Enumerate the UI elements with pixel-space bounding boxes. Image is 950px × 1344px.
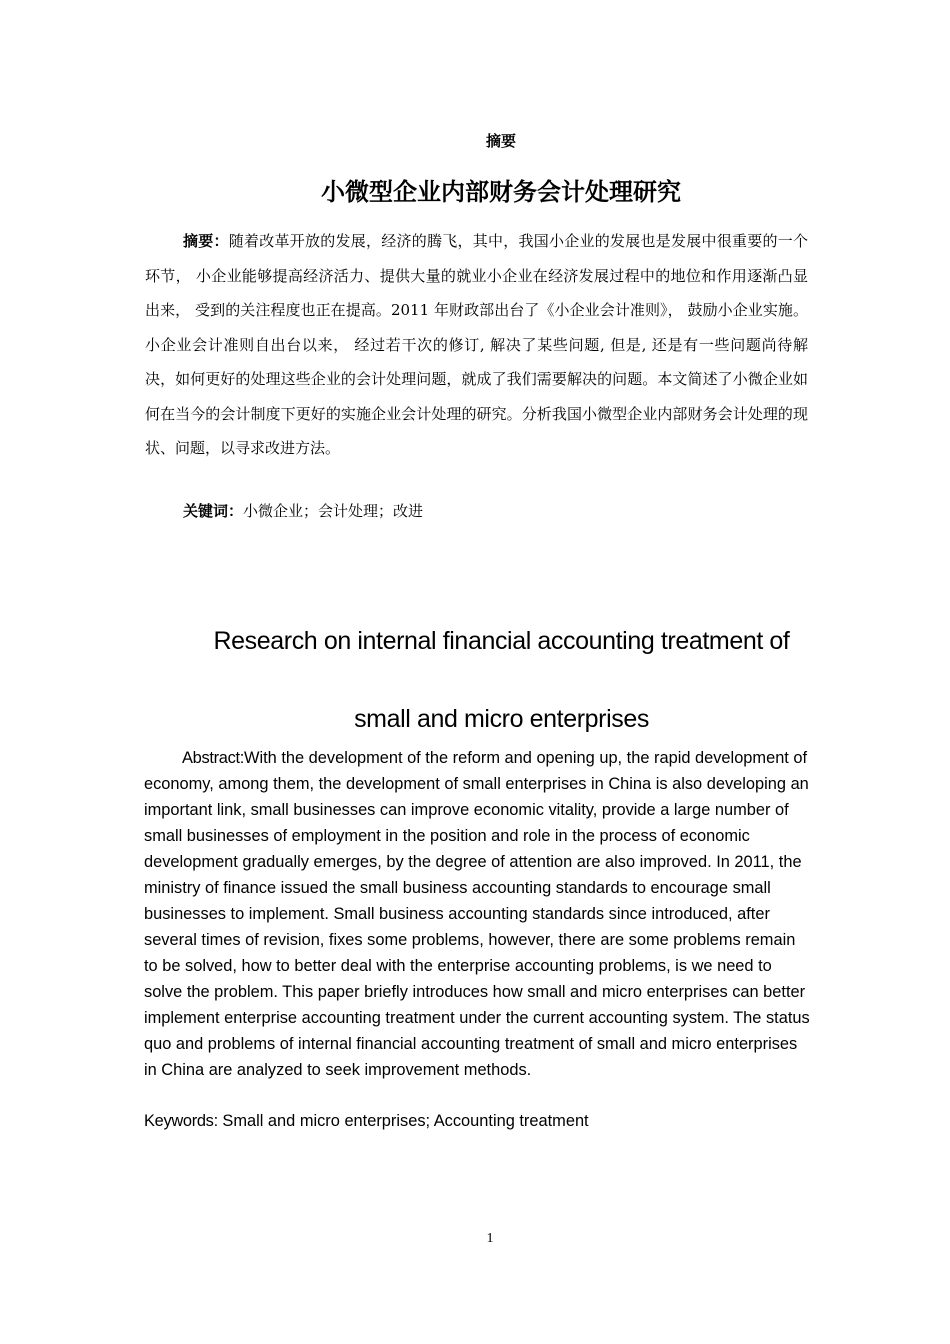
english-abstract-text: With the development of the reform and opening up, the rapid development of economy, among them, the development of small enterprises in China is also developing an important link, small businesses can improve economic vitality, provide a large number of small businesses of employment in the position and role in the process of economic development gradually emerges, by the degree of attention are also improved. In 2011, the ministry of finance issued the small business accounting standards to encourage small businesses to implement. Small business accounting standards since introduced, after several times of revision, fixes some problems, however, there are some problems remain to be solved, how to better deal with the enterprise accounting problems, is we need to solve the problem. This paper briefly introduces how small and micro enterprises can better implement enterprise accounting treatment under the current accounting system. The status quo and problems of internal financial accounting treatment of small and micro enterprises in China are analyzed to seek improvement methods. <box>144 749 810 1079</box>
section-label: 摘要 <box>485 132 516 150</box>
english-title-line-2: small and micro enterprises <box>354 705 649 733</box>
english-abstract-label: Abstract: <box>182 749 244 767</box>
english-keywords-label: Keywords: <box>144 1112 218 1130</box>
chinese-title: 小微型企业内部财务会计处理研究 <box>321 178 681 206</box>
chinese-keywords <box>183 497 803 525</box>
chinese-keywords-label: 关键词： <box>183 502 244 520</box>
page-number: 1 <box>486 1231 494 1246</box>
english-keywords <box>144 1108 812 1134</box>
chinese-abstract <box>145 224 808 466</box>
english-title <box>170 602 833 758</box>
english-title-line-1: Research on internal financial accounting treatment of <box>213 627 790 655</box>
chinese-abstract-text: 随着改革开放的发展，经济的腾飞，其中，我国小企业的发展也是发展中很重要的一个环节， 小企业能够提高经济活力、提供大量的就业小企业在经济发展过程中的地位和作用逐渐凸显出来， 受到的关注程度也正在提高。2011 年财政部出台了《小企业会计准则》， 鼓励小企业实施。小企业会计准则自出台以来， 经过若干次的修订, 解决了某些问题, 但是, 还是有一些问题尚待解决，如何更好的处理这些企业的会计处理问题，就成了我们需要解决的问题。本文简述了小微企业如何在当今的会计制度下更好的实施企业会计处理的研究。分析我国小微型企业内部财务会计处理的现状、问题，以寻求改进方法。 <box>145 232 808 457</box>
chinese-keywords-text: 小微企业；会计处理；改进 <box>243 502 424 520</box>
english-keywords-text: Small and micro enterprises; Accounting treatment <box>217 1112 589 1130</box>
english-abstract <box>144 745 812 1083</box>
chinese-abstract-label: 摘要： <box>183 232 229 250</box>
